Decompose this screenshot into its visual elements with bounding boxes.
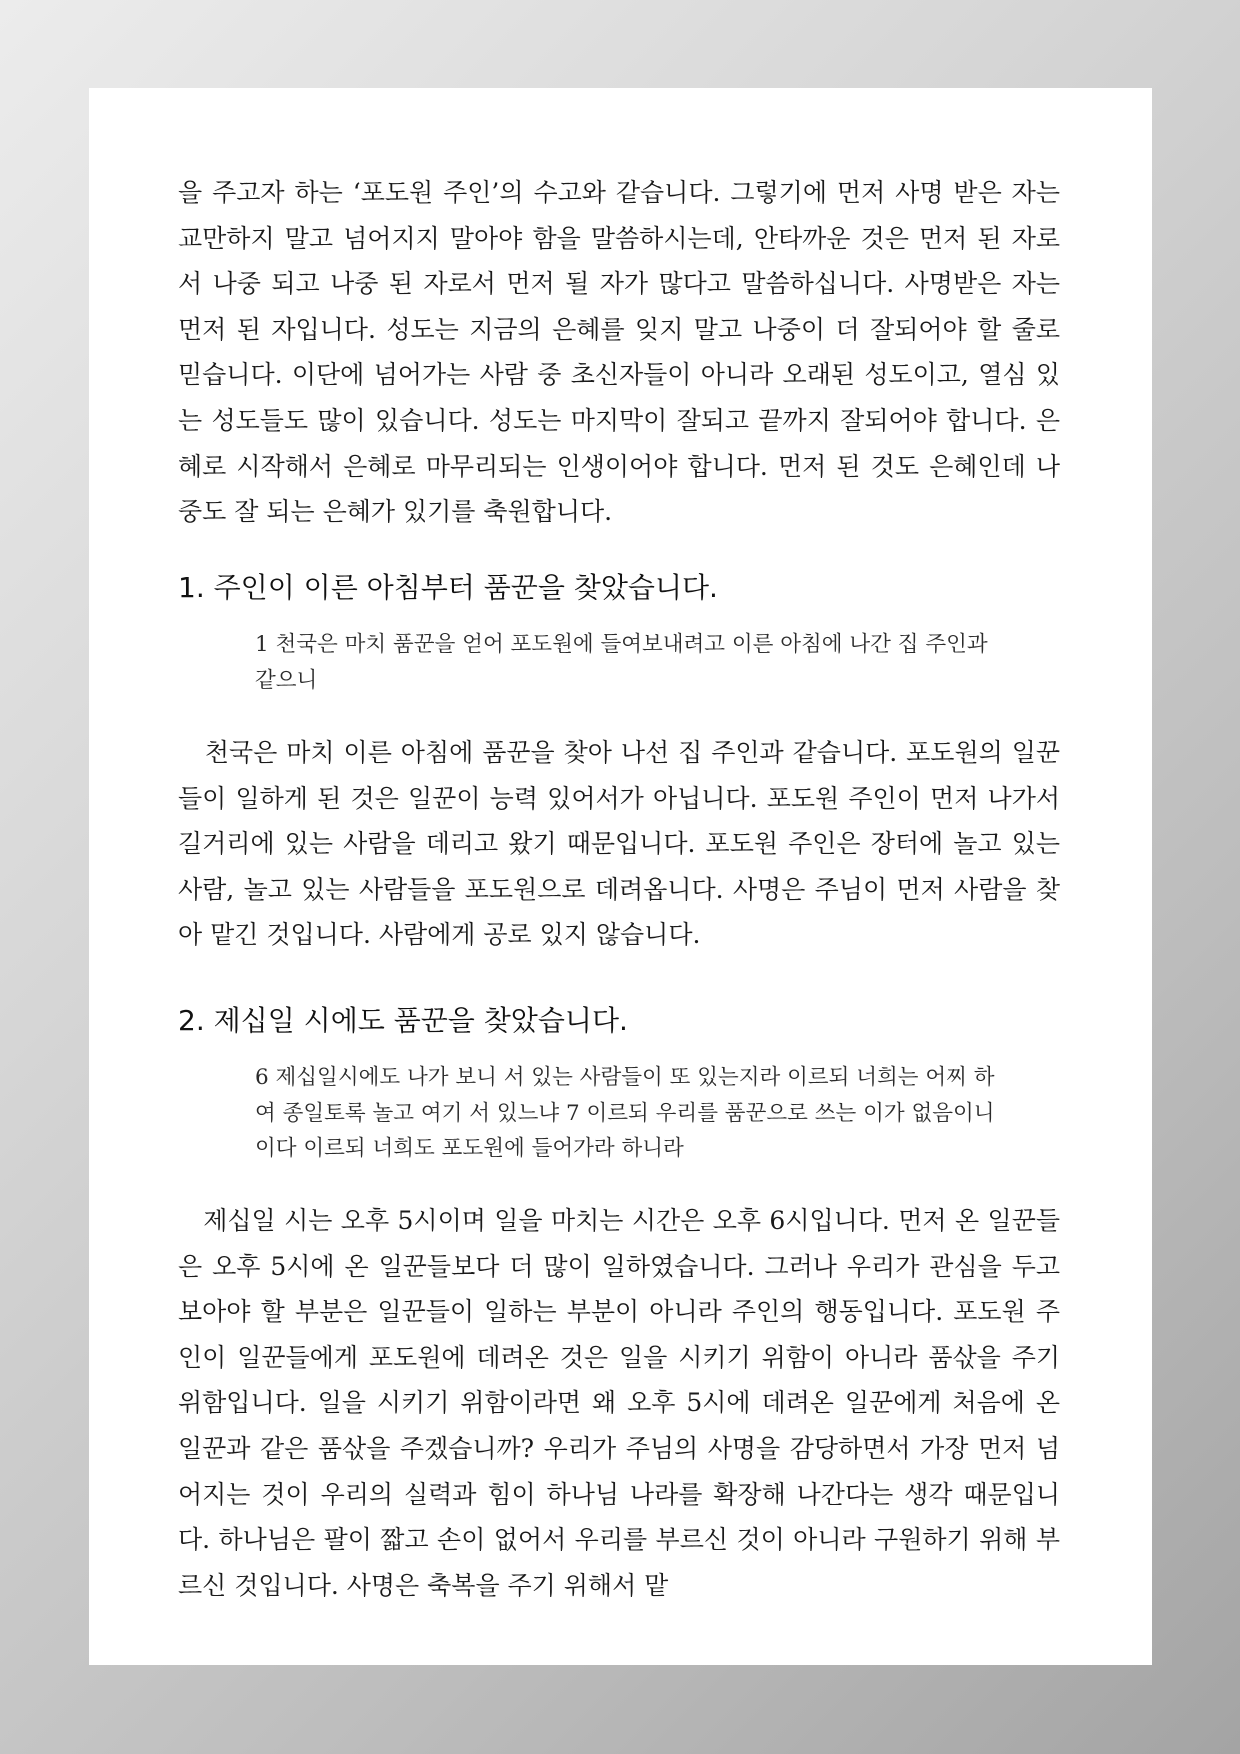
- document-page: [89, 88, 1152, 1665]
- section-2-heading: 2. 제십일 시에도 품꾼을 찾았습니다.: [178, 1004, 628, 1037]
- section-1-scripture-quote: 1 천국은 마치 품꾼을 얻어 포도원에 들여보내려고 이른 아침에 나간 집 주인과 같으니: [255, 632, 995, 693]
- intro-paragraph: 을 주고자 하는 ‘포도원 주인’의 수고와 같습니다. 그렇기에 먼저 사명 받은 자는 교만하지 말고 넘어지지 말아야 함을 말씀하시는데, 안타까운 것은 먼저 된 자로서 나중 되고 나중 된 자로서 먼저 될 자가 많다고 말씀하십니다. 사명받은 자는 먼저 된 자입니다. 성도는 지금의 은혜를 잊지 말고 나중이 더 잘되어야 할 줄로 믿습니다. 이단에 넘어가는 사람 중 초신자들이 아니라 오래된 성도이고, 열심 있는 성도들도 많이 있습니다. 성도는 마지막이 잘되고 끝까지 잘되어야 합니다. 은혜로 시작해서 은혜로 마무리되는 인생이어야 합니다. 먼저 된 것도 은혜인데 나중도 잘 되는 은혜가 있기를 축원합니다.: [178, 178, 1068, 527]
- section-1-paragraph: 천국은 마치 이른 아침에 품꾼을 찾아 나선 집 주인과 같습니다. 포도원의 일꾼들이 일하게 된 것은 일꾼이 능력 있어서가 아닙니다. 포도원 주인이 먼저 나가서 길거리에 있는 사람을 데리고 왔기 때문입니다. 포도원 주인은 장터에 놀고 있는 사람, 놀고 있는 사람들을 포도원으로 데려옵니다. 사명은 주님이 먼저 사람을 찾아 맡긴 것입니다. 사람에게 공로 있지 않습니다.: [178, 738, 1068, 950]
- section-2-paragraph: 제십일 시는 오후 5시이며 일을 마치는 시간은 오후 6시입니다. 먼저 온 일꾼들은 오후 5시에 온 일꾼들보다 더 많이 일하였습니다. 그러나 우리가 관심을 두고 보아야 할 부분은 일꾼들이 일하는 부분이 아니라 주인의 행동입니다. 포도원 주인이 일꾼들에게 포도원에 데려온 것은 일을 시키기 위함이 아니라 품삯을 주기 위함입니다. 일을 시키기 위함이라면 왜 오후 5시에 데려온 일꾼에게 처음에 온 일꾼과 같은 품삯을 주겠습니까? 우리가 주님의 사명을 감당하면서 가장 먼저 넘어지는 것이 우리의 실력과 힘이 하나님 나라를 확장해 나간다는 생각 때문입니다. 하나님은 팔이 짧고 손이 없어서 우리를 부르신 것이 아니라 구원하기 위해 부르신 것입니다. 사명은 축복을 주기 위해서 맡: [178, 1206, 1068, 1600]
- section-1-heading: 1. 주인이 이른 아침부터 품꾼을 찾았습니다.: [178, 571, 718, 604]
- section-2-scripture-quote: 6 제십일시에도 나가 보니 서 있는 사람들이 또 있는지라 이르되 너희는 어찌 하여 종일토록 놀고 여기 서 있느냐 7 이르되 우리를 품꾼으로 쓰는 이가 없음이니이다 이르되 너희도 포도원에 들어가라 하니라: [255, 1065, 995, 1161]
